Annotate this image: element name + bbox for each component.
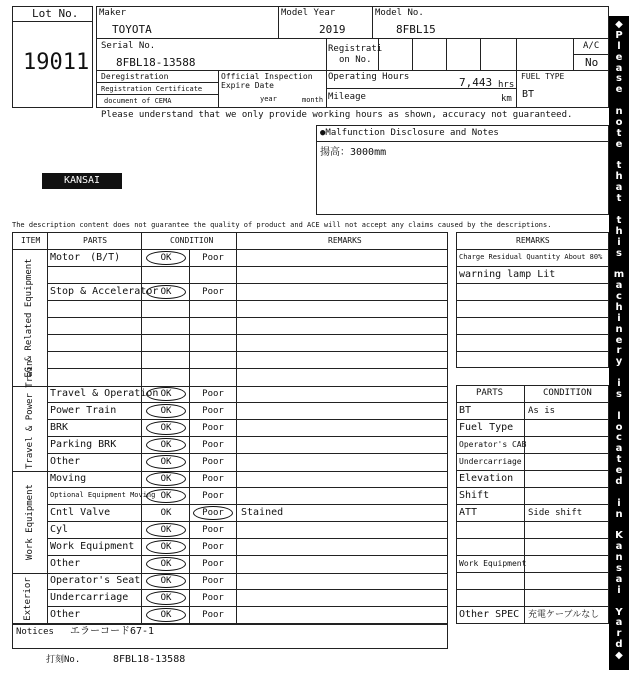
ok-circled: OK [146,455,186,469]
poor-option: Poor [202,253,224,263]
sidebar-char: d [615,476,623,488]
poor-option: Poor [202,287,224,297]
poor-option: Poor [202,559,224,569]
row-line [47,351,448,352]
rt-row-line [456,589,609,590]
cema-label: document of CEMA [104,97,172,105]
row-line [47,487,448,488]
poor-option: Poor [202,610,224,620]
location-badge: KANSAI [42,173,122,189]
table-row-part: Other [50,558,81,569]
location-sidebar [609,16,629,670]
table-row-part: Undercarriage [50,592,129,603]
lot-number: 19011 [23,50,90,75]
rt-row-line [456,521,609,522]
ok-circled: OK [146,438,186,452]
header-col-line [326,38,327,108]
header-col-line [218,70,219,108]
sidebar-char: s [616,247,622,259]
sidebar-char: r [616,345,622,357]
ok-circled: OK [146,404,186,418]
sidebar-char: t [616,193,622,205]
reg-cert-label: Registration Certificate [101,85,203,93]
header-col-line [516,38,517,108]
ok-circled: OK [146,574,186,588]
rt-row-condition: As is [528,406,556,416]
rt-row-part: ATT [459,507,478,518]
rt-row-part: Shift [459,490,490,501]
rt-row-line [456,555,609,556]
serial-label: Serial No. [101,41,156,51]
sidebar-char: ◆ [615,650,623,662]
poor-option: Poor [202,525,224,535]
fuel-type-value: BT [522,89,535,100]
sidebar-char: c [616,291,622,303]
sidebar-char: n [615,106,623,118]
malfunction-box [316,125,609,215]
table-row-part: BRK [50,422,69,433]
sidebar-char: a [615,573,623,585]
battery-row-line [456,266,609,267]
row-line [47,266,448,267]
sidebar-char: h [615,171,623,183]
rt-row-line [456,606,609,607]
poor-option: Poor [202,457,224,467]
header-row-line [96,38,609,39]
hrs-unit: hrs [498,80,515,90]
sidebar-char: a [615,443,623,455]
rt-row-part: Operator's CAB [459,440,527,449]
poor-option: Poor [202,423,224,433]
table-row-part: Operator's Seat [50,575,141,586]
sidebar-char: s [616,563,622,575]
row-line [47,402,448,403]
row-line [47,419,448,420]
battery-row-line [456,317,609,318]
ok-circled: OK [146,421,186,435]
parts-header: PARTS [83,236,108,245]
rt-row-part: BT [459,405,472,416]
registration-label-2: on No. [339,55,372,65]
sidebar-char: K [615,530,623,542]
rt-row-part: Undercarriage [459,457,522,466]
sidebar-char: t [616,214,622,226]
table-row-part: Cyl [50,524,69,535]
poor-option: Poor [202,542,224,552]
header-col-line [446,38,447,70]
ok-circled: OK [146,387,186,401]
battery-row-line [456,334,609,335]
sidebar-char: ◆ [615,19,623,30]
sidebar-char: t [616,160,622,172]
sidebar-char: a [615,182,623,194]
lot-label: Lot No. [32,7,79,20]
model-no-value: 8FBL15 [396,23,436,36]
ok-circled: OK [146,251,186,265]
sidebar-char: h [615,225,623,237]
sidebar-char: t [616,127,622,139]
header-col-line [278,6,279,38]
hours-notice: Please understand that we only provide working hours as shown, accuracy not guaranteed. [101,110,573,120]
inspection-label-2: Expire Date [221,81,274,90]
table-header-line [12,249,448,250]
rt-row-line [456,402,609,403]
header-row-line [96,82,218,83]
header-row-line [96,94,218,95]
table-col-line [47,232,48,624]
sidebar-char: a [615,280,623,292]
stamp-label: 打刻No. [46,655,81,665]
poor-option: Poor [202,406,224,416]
poor-option: Poor [202,389,224,399]
sidebar-char: m [613,269,625,281]
row-line [47,606,448,607]
table-row-part: Other [50,609,81,620]
sidebar-char: i [617,312,621,324]
rt-row-line [456,419,609,420]
stamp-value: 8FBL18-13588 [113,654,186,665]
battery-warning: warning lamp Lit [459,269,556,280]
rt-parts-header: PARTS [476,388,504,398]
group-label-work: Work Equipment [25,484,35,560]
poor-circled: Poor [193,506,233,520]
fuel-type-label: FUEL TYPE [521,72,565,81]
ok-circled: OK [146,557,186,571]
sidebar-char: Y [615,606,623,618]
poor-option: Poor [202,593,224,603]
rt-row-line [456,487,609,488]
row-line [47,589,448,590]
row-line [47,300,448,301]
table-row-part: Cntl Valve [50,507,111,518]
header-col-line [480,38,481,70]
battery-row-line [456,300,609,301]
rt-row-line [456,572,609,573]
notices-label: Notices [16,627,54,637]
malfunction-note: 揚高：3000mm [320,147,387,158]
poor-option: Poor [202,576,224,586]
battery-sub: Charge Residual Quantity About 80% [459,253,603,261]
ok-circled: OK [146,285,186,299]
sidebar-char: a [615,617,623,629]
sidebar-char: d [615,639,623,651]
sidebar-char: P [615,29,623,41]
registration-label: Registrati [328,44,383,54]
sidebar-char: i [617,378,621,390]
group-label-eg: EG & Related Equipment [24,258,34,378]
remarks-header: REMARKS [328,236,362,245]
sidebar-char: r [616,628,622,640]
header-row-line [326,70,609,71]
sidebar-char: n [615,552,623,564]
sidebar-char: e [615,138,623,150]
table-row-part: Travel & Operation [50,388,159,399]
ok-circled: OK [146,523,186,537]
sidebar-char: c [616,432,622,444]
header-row-line [573,54,609,55]
operating-hours-label: Operating Hours [328,72,410,82]
table-row-part: Other [50,456,81,467]
ok-option: OK [160,508,172,518]
sidebar-char: s [616,73,622,85]
sidebar-char: i [617,497,621,509]
sidebar-char: y [615,356,623,368]
inspection-label: Official Inspection [221,72,313,81]
sidebar-char: e [615,334,623,346]
poor-option: Poor [202,491,224,501]
rt-row-condition: 充電ケーブルなし [528,610,600,620]
serial-value: 8FBL18-13588 [116,56,196,69]
rt-row-line [456,538,609,539]
rt-row-part: Other SPEC [459,609,520,620]
disclaimer: The description content does not guarantee the quality of product and ACE will not accept any claims caused by the descriptions. [12,221,552,229]
ac-value: No [585,56,599,69]
group-label-travel: Travel & Power Train [25,360,35,469]
header-col-line [573,38,574,70]
battery-line [456,249,609,250]
notices-value: エラーコード67-1 [70,626,155,637]
sidebar-char: e [615,465,623,477]
header-col-line [412,38,413,70]
year-label: year [260,95,277,103]
table-row-remark: Stained [241,507,284,518]
sidebar-char: s [616,388,622,400]
sidebar-char: a [615,62,623,74]
ok-circled: OK [146,540,186,554]
rt-row-part: Work Equipment [459,559,527,568]
poor-option: Poor [202,474,224,484]
sidebar-char: e [615,84,623,96]
row-line [47,368,448,369]
sidebar-char: a [615,541,623,553]
battery-header: REMARKS [516,236,550,245]
poor-option: Poor [202,440,224,450]
rt-row-condition: Side shift [528,508,583,518]
operating-hours-value: 7,443 [459,76,493,89]
table-row-part: Moving [50,473,87,484]
row-line [47,504,448,505]
malfunction-title: ●Malfunction Disclosure and Notes [320,128,499,138]
table-row-part: Work Equipment [50,541,135,552]
rt-row-part: Elevation [459,473,514,484]
table-col-line [236,232,237,624]
sidebar-char: n [615,508,623,520]
item-header: ITEM [21,236,41,245]
sidebar-char: i [617,584,621,596]
model-no-label: Model No. [375,8,424,18]
header-col-line [372,6,373,38]
row-line [47,521,448,522]
row-line [47,538,448,539]
row-line [47,555,448,556]
ac-label: A/C [583,41,600,51]
rt-row-line [456,470,609,471]
header-col-line [378,38,379,70]
table-row-part: Parking BRK [50,439,117,450]
malfunction-divider [316,141,609,142]
model-year-value: 2019 [319,23,346,36]
dereg-label: Deregistration [101,72,169,81]
row-line [47,453,448,454]
header-row-line [96,70,326,71]
km-unit: km [501,94,512,104]
rt-row-part: Fuel Type [459,422,514,433]
row-line [47,317,448,318]
row-line [47,436,448,437]
row-line [47,334,448,335]
rt-row-line [456,453,609,454]
condition-header: CONDITION [170,236,214,245]
table-row-part: Motor (B/T) [50,252,121,263]
table-row-part: Optional Equipment Moving [50,491,156,499]
rt-row-line [456,504,609,505]
sidebar-char: l [617,40,621,52]
rt-condition-header: CONDITION [543,388,592,398]
ok-circled: OK [146,608,186,622]
table-row-part: Stop & Accelerator [50,286,159,297]
sidebar-char: n [615,323,623,335]
lot-divider [12,21,93,22]
sidebar-char: i [617,236,621,248]
sidebar-char: t [616,454,622,466]
month-label: month [302,96,324,104]
sidebar-char: o [615,116,623,128]
battery-row-line [456,283,609,284]
maker-value: TOYOTA [112,23,152,36]
table-row-part: Power Train [50,405,117,416]
model-year-label: Model Year [281,8,336,18]
maker-label: Maker [99,8,127,18]
ok-circled: OK [146,591,186,605]
rt-row-line [456,436,609,437]
ok-circled: OK [146,489,186,503]
sidebar-char: e [615,51,623,63]
row-line [47,283,448,284]
ok-circled: OK [146,472,186,486]
mileage-label: Mileage [328,92,366,102]
sidebar-char: h [615,301,623,313]
group-label-exterior: Exterior [23,577,33,621]
battery-row-line [456,351,609,352]
sidebar-char: l [617,410,621,422]
sidebar-char: o [615,421,623,433]
